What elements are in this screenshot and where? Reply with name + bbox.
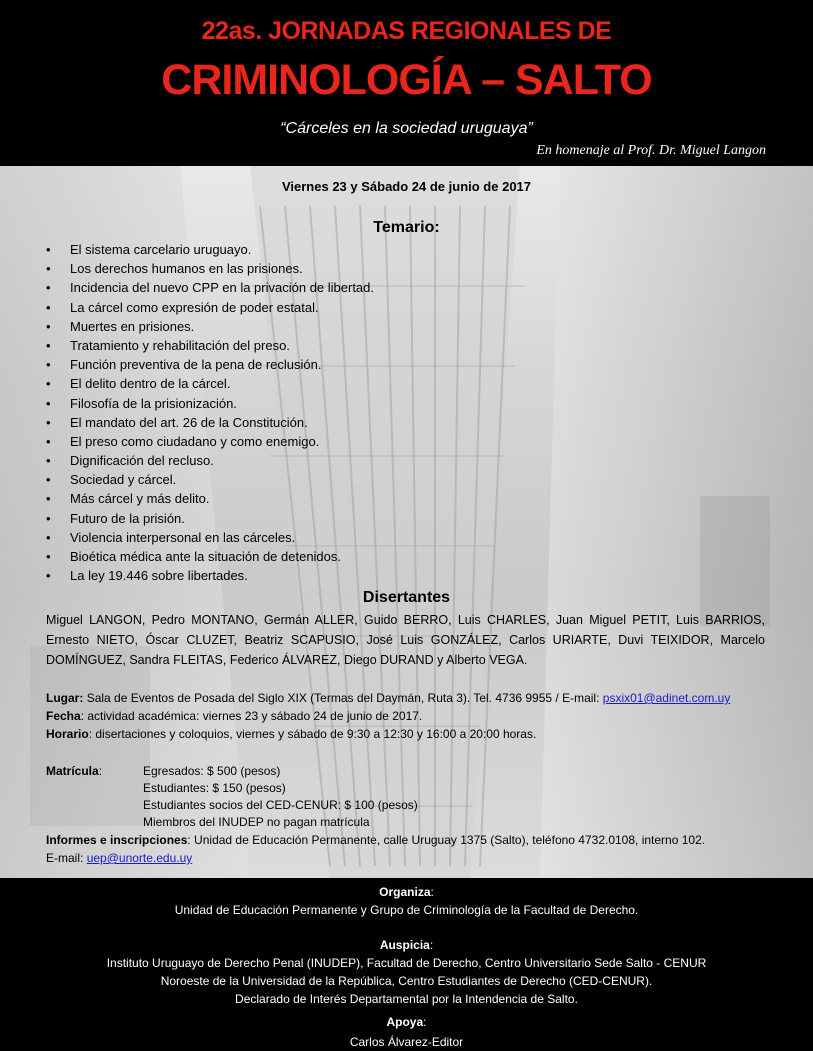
apoya-colon: :	[423, 1015, 427, 1029]
organiza-heading	[0, 884, 813, 901]
matricula-item: Estudiantes: $ 150 (pesos)	[143, 781, 286, 795]
speakers-list: Miguel LANGON, Pedro MONTANO, Germán ALLER, Guido BERRO, Luis CHARLES, Juan Miguel PETIT, Luis BARRIOS, Ernesto NIETO, Óscar CLUZET, Beatriz SCAPUSIO, José Luis GONZÁLEZ, Carlos URIARTE, Duvi TEIXIDOR, Marcelo DOMÍNGUEZ, Sandra FLEITAS, Federico ÁLVAREZ, Diego DURAND y Alberto VEGA.	[46, 613, 765, 667]
organiza-label: Organiza	[379, 885, 431, 899]
lugar-line	[46, 690, 730, 707]
event-title-line2: CRIMINOLOGÍA – SALTO	[161, 56, 652, 104]
matricula-label-line	[46, 763, 102, 780]
lugar-email-link[interactable]: psxix01@adinet.com.uy	[602, 691, 731, 705]
temario-heading: Temario:	[373, 219, 440, 236]
list-item: • La cárcel como expresión de poder estatal.	[46, 298, 374, 317]
list-item: • Incidencia del nuevo CPP en la privación de libertad.	[46, 278, 374, 297]
topic-list	[46, 240, 374, 585]
auspicia-heading	[0, 937, 813, 954]
matricula-item: Egresados: $ 500 (pesos)	[143, 764, 281, 778]
event-subtitle: “Cárceles en la sociedad uruguaya”	[280, 120, 533, 137]
list-item: • Futuro de la prisión.	[46, 509, 374, 528]
apoya-text: Carlos Álvarez-Editor	[349, 1035, 464, 1049]
auspicia-line: Instituto Uruguayo de Derecho Penal (INUDEP), Facultad de Derecho, Centro Universitario Sede Salto - CENUR	[106, 956, 707, 970]
informes-label: Informes e inscripciones	[46, 833, 188, 847]
informes-text: : Unidad de Educación Permanente, calle Uruguay 1375 (Salto), teléfono 4732.0108, interno 102.	[187, 833, 706, 847]
horario-label: Horario	[46, 727, 89, 741]
apoya-heading	[0, 1014, 813, 1031]
list-item: • Violencia interpersonal en las cárceles.	[46, 528, 374, 547]
list-item: • La ley 19.446 sobre libertades.	[46, 566, 374, 585]
list-item: • Dignificación del recluso.	[46, 451, 374, 470]
auspicia-line: Noroeste de la Universidad de la República, Centro Estudiantes de Derecho (CED-CENUR).	[160, 974, 653, 988]
list-item: • Bioética médica ante la situación de detenidos.	[46, 547, 374, 566]
header-banner	[0, 0, 813, 166]
matricula-item: Miembros del INUDEP no pagan matrícula	[143, 815, 370, 829]
event-title-line1: 22as. JORNADAS REGIONALES DE	[201, 17, 612, 45]
uep-email-link[interactable]: uep@unorte.edu.uy	[86, 851, 193, 865]
tribute-line: En homenaje al Prof. Dr. Miguel Langon	[536, 143, 766, 158]
auspicia-colon: :	[429, 938, 434, 952]
matricula-colon: :	[98, 764, 103, 778]
auspicia-line: Declarado de Interés Departamental por la Intendencia de Salto.	[235, 992, 578, 1006]
list-item: • Más cárcel y más delito.	[46, 489, 374, 508]
horario-line	[46, 726, 536, 743]
organiza-text: Unidad de Educación Permanente y Grupo de Criminología de la Facultad de Derecho.	[174, 903, 639, 917]
list-item: • El delito dentro de la cárcel.	[46, 374, 374, 393]
fecha-label: Fecha	[46, 709, 81, 723]
footer-banner	[0, 878, 813, 1051]
content-area	[0, 166, 813, 878]
matricula-item: Estudiantes socios del CED-CENUR: $ 100 (pesos)	[143, 798, 418, 812]
list-item: • Función preventiva de la pena de reclusión.	[46, 355, 374, 374]
list-item: • El preso como ciudadano y como enemigo.	[46, 432, 374, 451]
list-item: • Sociedad y cárcel.	[46, 470, 374, 489]
disertantes-heading: Disertantes	[362, 589, 451, 606]
list-item: • Tratamiento y rehabilitación del preso.	[46, 336, 374, 355]
fecha-text: : actividad académica: viernes 23 y sábado 24 de junio de 2017.	[80, 709, 423, 723]
fecha-line	[46, 708, 422, 725]
event-date: Viernes 23 y Sábado 24 de junio de 2017	[281, 179, 532, 194]
list-item: • El sistema carcelario uruguayo.	[46, 240, 374, 259]
organiza-colon: :	[430, 885, 434, 899]
email-line	[46, 850, 192, 867]
horario-text: : disertaciones y coloquios, viernes y sábado de 9:30 a 12:30 y 16:00 a 20:00 horas.	[88, 727, 537, 741]
list-item: • Muertes en prisiones.	[46, 317, 374, 336]
apoya-label: Apoya	[386, 1015, 424, 1029]
email-label: E-mail:	[46, 851, 84, 865]
lugar-label: Lugar:	[46, 691, 84, 705]
list-item: • El mandato del art. 26 de la Constitución.	[46, 413, 374, 432]
matricula-label: Matrícula	[46, 764, 99, 778]
informes-line	[46, 832, 705, 849]
lugar-text: Sala de Eventos de Posada del Siglo XIX (Termas del Daymán, Ruta 3). Tel. 4736 9955 / E-mail:	[86, 691, 600, 705]
list-item: • Filosofía de la prisionización.	[46, 394, 374, 413]
auspicia-label: Auspicia	[379, 938, 430, 952]
list-item: • Los derechos humanos en las prisiones.	[46, 259, 374, 278]
